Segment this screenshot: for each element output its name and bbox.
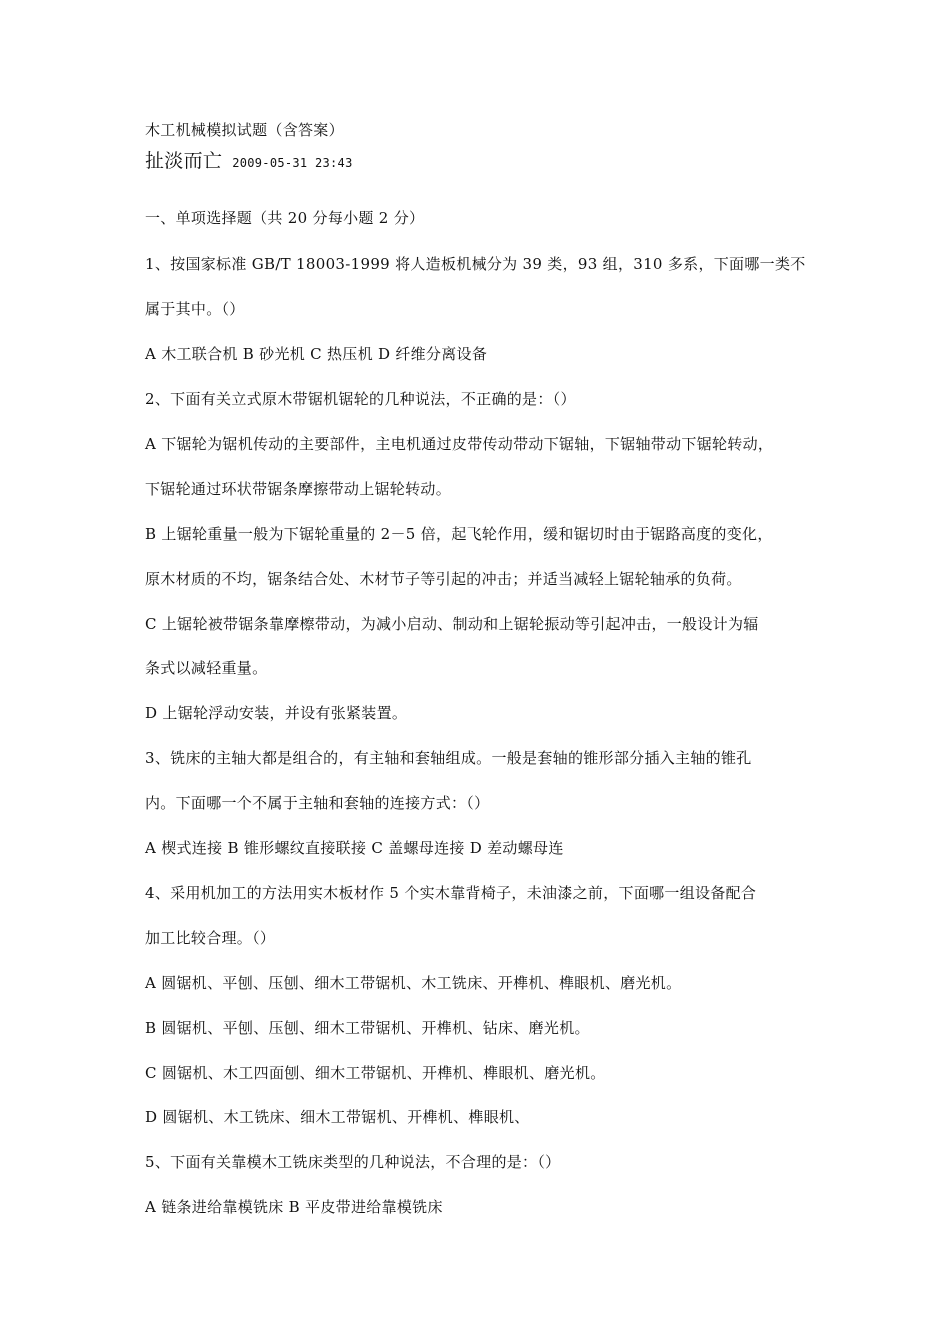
question-4-option-d: D 圆锯机、木工铣床、细木工带锯机、开榫机、榫眼机、 (145, 1108, 530, 1126)
question-1-options: A 木工联合机 B 砂光机 C 热压机 D 纤维分离设备 (145, 345, 488, 363)
question-3-line-2: 内。下面哪一个不属于主轴和套轴的连接方式：（） (145, 794, 490, 812)
author-line (145, 151, 353, 173)
question-2-option-a-line-1: A 下锯轮为锯机传动的主要部件，主电机通过皮带传动带动下锯轴，下锯轴带动下锯轮转动， (145, 435, 774, 453)
question-2-stem: 2、下面有关立式原木带锯机锯轮的几种说法，不正确的是：（） (145, 390, 576, 408)
document-title: 木工机械模拟试题（含答案） (145, 121, 344, 139)
question-2-option-b-line-1: B 上锯轮重量一般为下锯轮重量的 2－5 倍，起飞轮作用，缓和锯切时由于锯路高度的变化， (145, 525, 773, 543)
question-3-line-1: 3、铣床的主轴大都是组合的，有主轴和套轴组成。一般是套轴的锥形部分插入主轴的锥孔 (145, 749, 752, 767)
question-1-line-2: 属于其中。（） (145, 300, 245, 318)
question-2-option-a-line-2: 下锯轮通过环状带锯条摩擦带动上锯轮转动。 (145, 480, 452, 498)
post-timestamp: 2009-05-31 23:43 (232, 156, 353, 170)
question-5-options: A 链条进给靠模铣床 B 平皮带进给靠模铣床 (145, 1198, 443, 1216)
author-name: 扯淡而亡 (145, 150, 223, 172)
question-5-stem: 5、下面有关靠模木工铣床类型的几种说法，不合理的是：（） (145, 1153, 561, 1171)
question-4-option-a: A 圆锯机、平刨、压刨、细木工带锯机、木工铣床、开榫机、榫眼机、磨光机。 (145, 974, 682, 992)
question-1-line-1: 1、按国家标准 GB/T 18003-1999 将人造板机械分为 39 类，93 组，310 多系，下面哪一类不 (145, 255, 806, 273)
question-4-option-b: B 圆锯机、平刨、压刨、细木工带锯机、开榫机、钻床、磨光机。 (145, 1019, 590, 1037)
question-4-line-2: 加工比较合理。（） (145, 929, 276, 947)
question-2-option-d: D 上锯轮浮动安装，并设有张紧装置。 (145, 704, 408, 722)
question-2-option-b-line-2: 原木材质的不均，锯条结合处、木材节子等引起的冲击；并适当减轻上锯轮轴承的负荷。 (145, 570, 742, 588)
question-2-option-c-line-1: C 上锯轮被带锯条靠摩檫带动，为减小启动、制动和上锯轮振动等引起冲击，一般设计为辐 (145, 615, 759, 633)
question-3-options: A 楔式连接 B 锥形螺纹直接联接 C 盖螺母连接 D 差动螺母连 (145, 839, 564, 857)
section-heading: 一、单项选择题（共 20 分每小题 2 分） (145, 209, 425, 227)
question-2-option-c-line-2: 条式以减轻重量。 (145, 659, 268, 677)
question-4-line-1: 4、采用机加工的方法用实木板材作 5 个实木靠背椅子，未油漆之前，下面哪一组设备配合 (145, 884, 757, 902)
question-4-option-c: C 圆锯机、木工四面刨、细木工带锯机、开榫机、榫眼机、磨光机。 (145, 1064, 606, 1082)
